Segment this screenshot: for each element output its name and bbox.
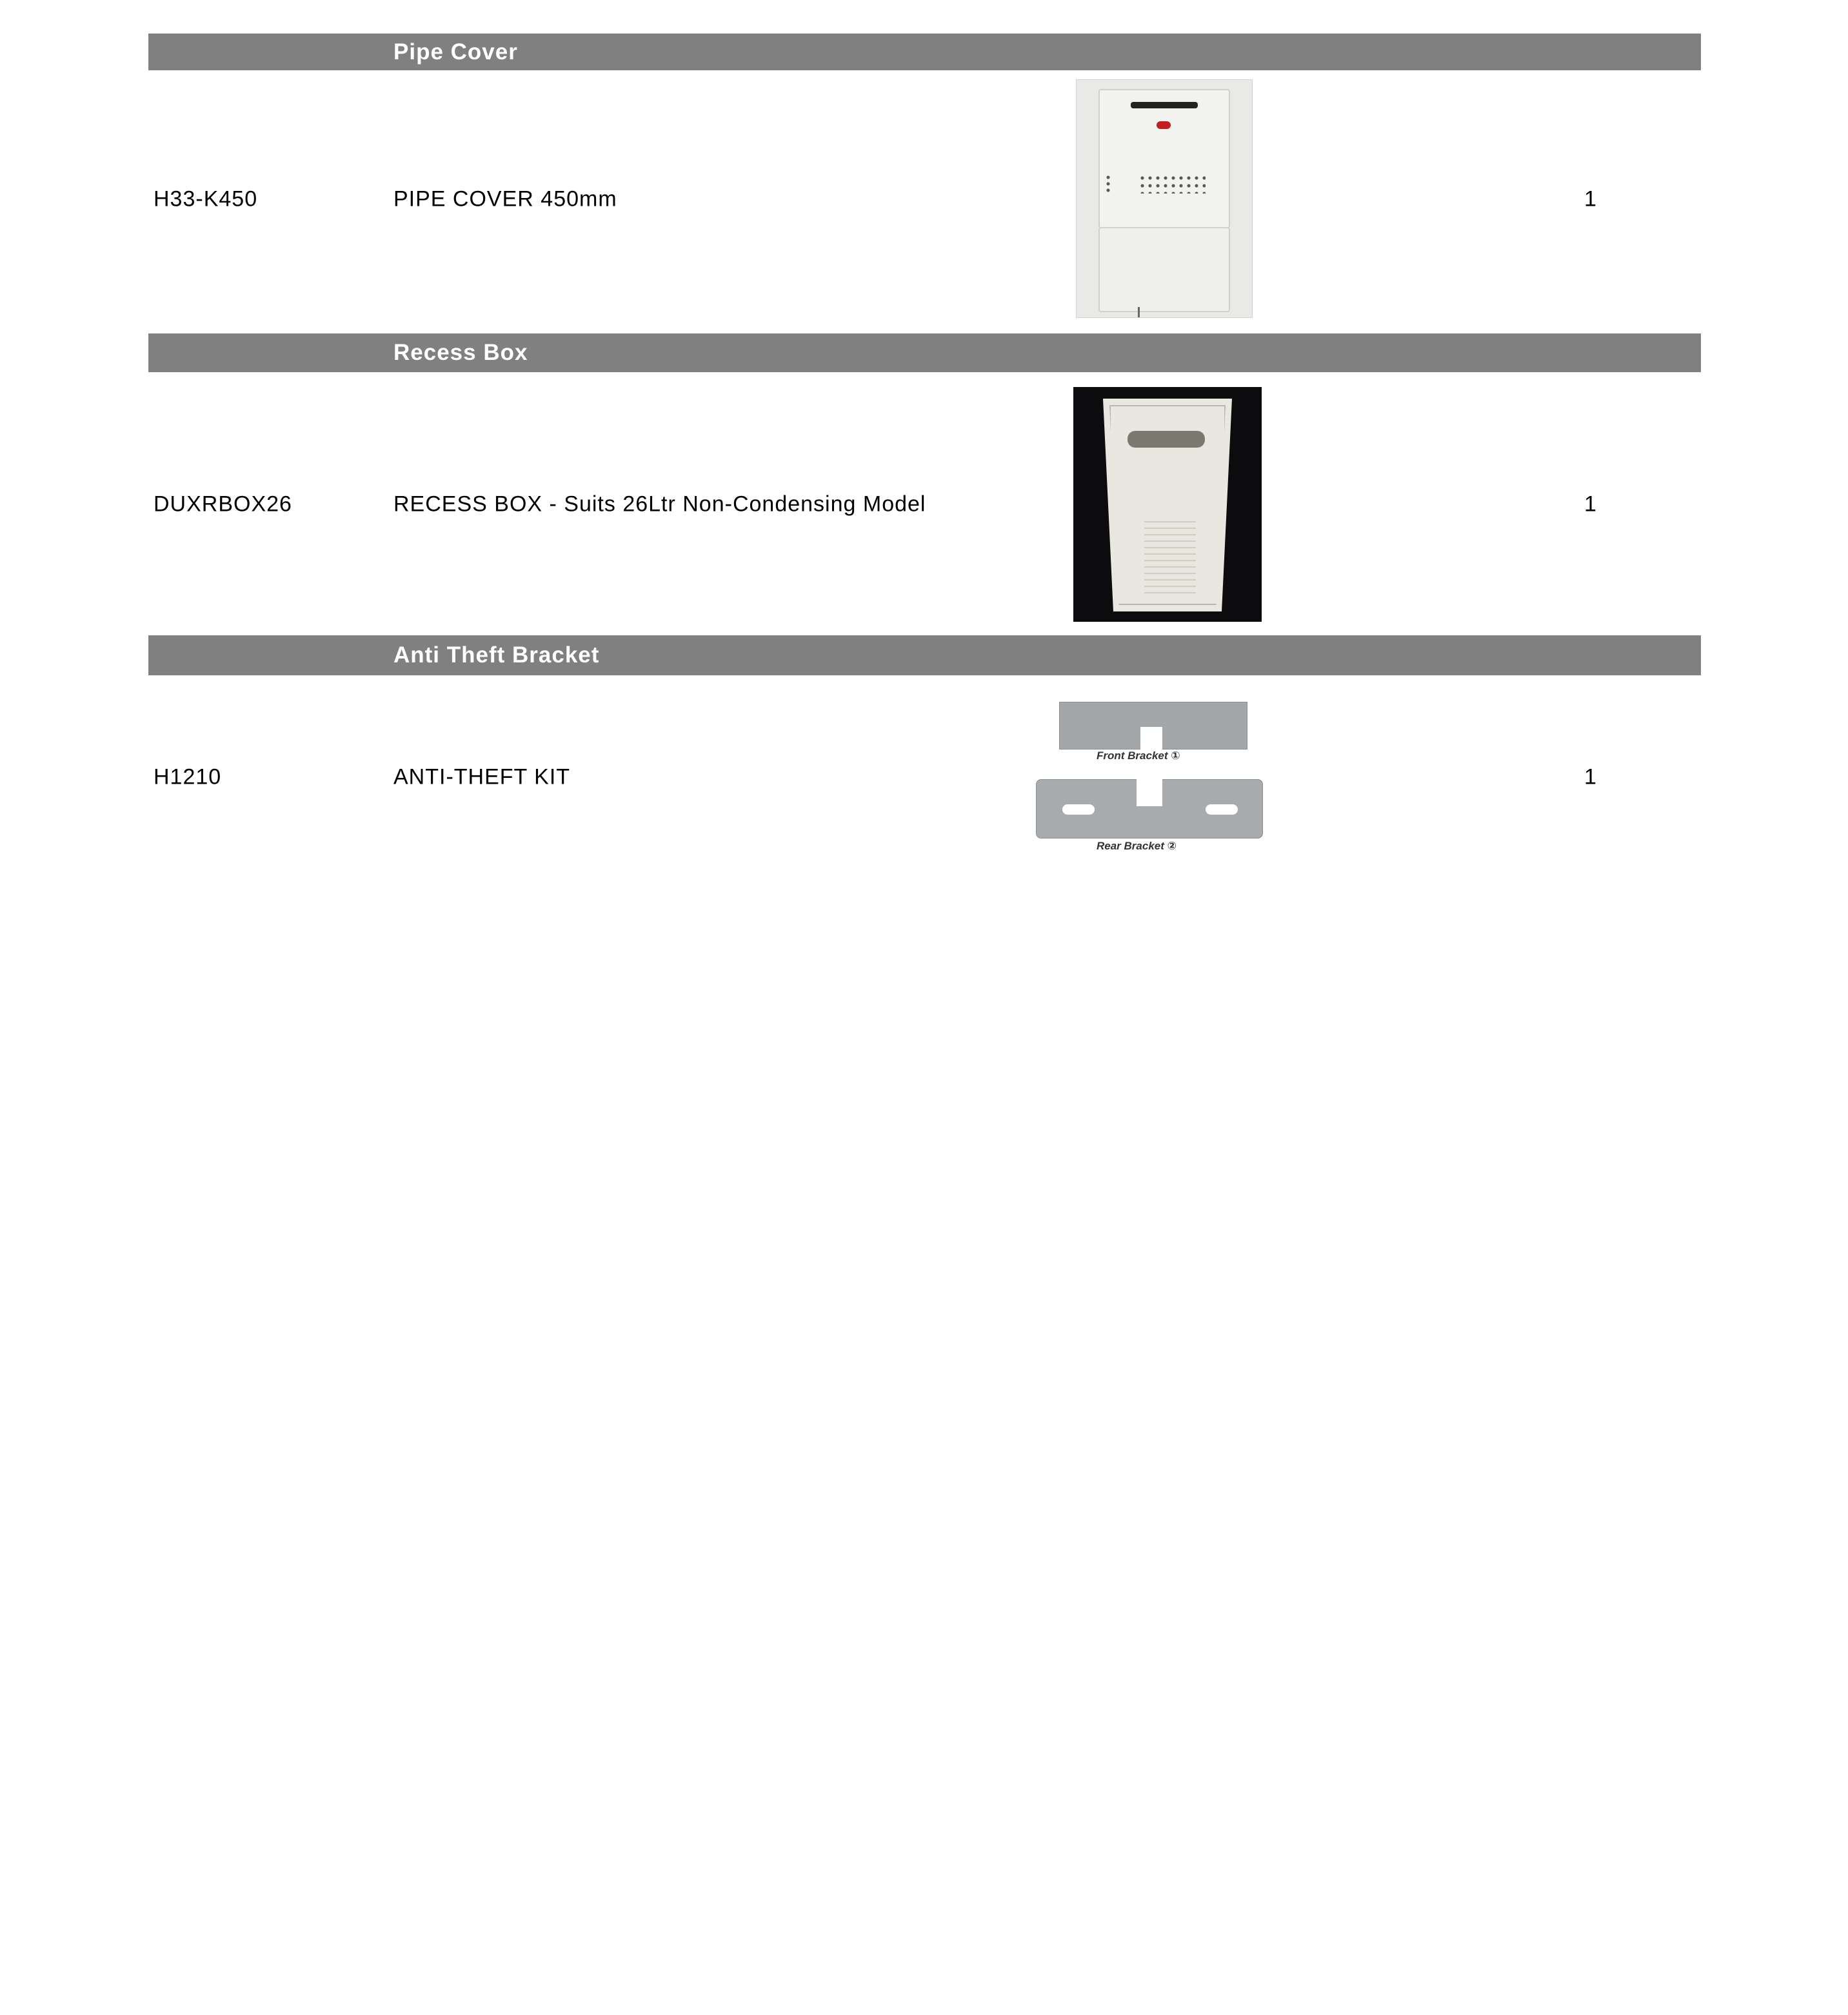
water-heater-pipe-cover-photo bbox=[1076, 79, 1253, 318]
product-description: RECESS BOX - Suits 26Ltr Non-Condensing Model bbox=[393, 491, 926, 517]
table-row bbox=[148, 372, 1701, 637]
product-quantity: 1 bbox=[1584, 186, 1597, 212]
product-code: H33-K450 bbox=[154, 186, 258, 212]
front-bracket-shape bbox=[1059, 702, 1247, 749]
product-code: H1210 bbox=[154, 764, 222, 789]
recess-box-photo bbox=[1073, 387, 1262, 622]
table-row bbox=[148, 675, 1701, 878]
table-row bbox=[148, 70, 1701, 328]
section-header-recess-box bbox=[148, 333, 1701, 372]
section-title: Anti Theft Bracket bbox=[393, 642, 600, 668]
product-quantity: 1 bbox=[1584, 491, 1597, 517]
product-description: ANTI-THEFT KIT bbox=[393, 764, 571, 789]
product-code: DUXRBOX26 bbox=[154, 491, 292, 517]
rear-bracket-label: Rear Bracket ② bbox=[1097, 840, 1177, 852]
rear-bracket-shape bbox=[1036, 779, 1263, 839]
section-header-pipe-cover bbox=[148, 34, 1701, 70]
product-quantity: 1 bbox=[1584, 764, 1597, 789]
section-title: Recess Box bbox=[393, 340, 528, 365]
section-header-anti-theft-bracket bbox=[148, 635, 1701, 675]
section-title: Pipe Cover bbox=[393, 39, 518, 65]
front-bracket-label: Front Bracket ① bbox=[1097, 749, 1180, 762]
product-description: PIPE COVER 450mm bbox=[393, 186, 617, 212]
anti-theft-bracket-photo bbox=[1032, 699, 1264, 854]
